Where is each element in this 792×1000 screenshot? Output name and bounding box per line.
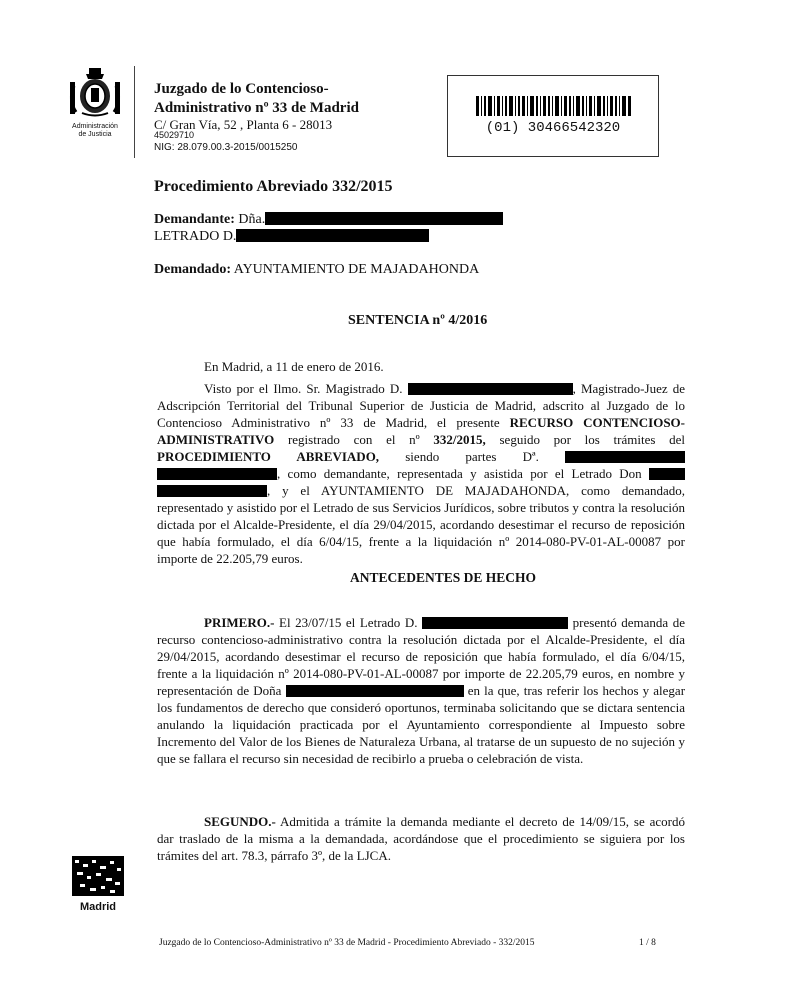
segundo-label: SEGUNDO.- — [204, 814, 276, 829]
court-name-line2: Administrativo nº 33 de Madrid — [154, 100, 359, 116]
madrid-logo-label: Madrid — [79, 901, 117, 913]
redacted-name — [408, 383, 573, 395]
primero-text-3: en la que, tras referir los hechos y alegar los fundamentos de derecho que consideró oportunos, terminaba solicitando que se dictara sentencia anulando la liquidación practicada por el Ayuntamiento correspondiente al Impuesto sobre Incremento del Valor de los Bienes de Naturaleza Urbana, al tratarse de un supuesto de no sujeción y que se fallara el recurso sin necesidad de recibirlo a prueba o celebración de vista. — [157, 683, 686, 766]
p1-bold-number: 332/2015, — [433, 432, 486, 447]
court-name — [154, 80, 454, 118]
p1-text-7: , y el AYUNTAMIENTO DE MAJADAHONDA, como demandado, representado y asistido por el Letrado de sus Servicios Jurídicos, sobre tributos y contra la resolución dictada por el Alcalde-Presidente, el día 29/04/2015, acordando desestimar el recurso de reposición que había formulado, el día 6/04/15, frente a la liquidación nº 2014-080-PV-01-AL-00087 por importe de 22.205,79 euros. — [157, 483, 685, 566]
page-number: 1 / 8 — [639, 938, 656, 948]
antecedentes-title: ANTECEDENTES DE HECHO — [350, 570, 537, 585]
madrid-logo-pattern-icon — [72, 856, 124, 896]
demandado-value: AYUNTAMIENTO DE MAJADAHONDA — [233, 262, 480, 277]
justice-coat-of-arms-logo — [62, 66, 128, 136]
p1-text-6: , como demandante, representada y asistida por el Letrado Don — [277, 466, 642, 481]
redacted-name — [286, 685, 464, 697]
demandante-label: Demandante: — [154, 212, 235, 227]
logo-caption-line2: de Justicia — [78, 131, 112, 138]
redacted-name — [422, 617, 568, 629]
redacted-name — [649, 468, 685, 480]
p1-bold-procedimiento: PROCEDIMIENTO ABREVIADO, — [157, 449, 380, 464]
p1-bold-recurso: RECURSO CONTENCIOSO-ADMINISTRATIVO — [157, 415, 685, 447]
demandado-label: Demandado: — [154, 262, 232, 277]
redacted-name — [157, 468, 277, 480]
madrid-logo — [72, 856, 124, 913]
letrado-label: LETRADO D. — [154, 229, 237, 244]
header-vertical-divider — [134, 66, 135, 158]
p1-text-2: , Magistrado-Juez de Adscripción Territorial del Tribunal Superior de Justicia de Madrid, adscrito al Juzgado de lo Contencioso Administrativo nº 33 de Madrid, el presente — [157, 381, 685, 430]
p1-text-1: Visto por el Ilmo. Sr. Magistrado D. — [204, 381, 403, 396]
p1-text-5: siendo partes Dª. — [405, 449, 539, 464]
court-nig: NIG: 28.079.00.3-2015/0015250 — [154, 142, 298, 153]
court-name-line1: Juzgado de lo Contencioso- — [154, 81, 329, 97]
primero-text-2: presentó demanda de recurso contencioso-administrativo contra la resolución dictada por el Alcalde-Presidente, el día 29/04/2015, acordando desestimar el recurso de reposición que había formulado, el día 6/04/15, frente a la liquidación nº 2014-080-PV-01-AL-00087 por importe de 22.205,79 euros, en nombre y representación de Doña — [157, 615, 686, 698]
paragraph-visto — [157, 380, 685, 567]
paragraph-segundo — [157, 813, 685, 864]
barcode-graphic — [476, 96, 631, 116]
redacted-name — [265, 212, 503, 225]
procedure-title: Procedimiento Abreviado 332/2015 — [154, 178, 393, 195]
redacted-name — [236, 229, 429, 242]
letrado-line — [154, 229, 429, 245]
barcode-box — [447, 75, 659, 157]
sentencia-title: SENTENCIA nº 4/2016 — [348, 313, 488, 328]
court-code: 45029710 — [154, 130, 195, 140]
primero-text-1: El 23/07/15 el Letrado D. — [279, 615, 418, 630]
p1-text-3: registrado con el nº — [287, 432, 420, 447]
redacted-name — [565, 451, 685, 463]
court-address: C/ Gran Vía, 52 , Planta 6 - 28013 — [154, 117, 333, 132]
primero-label: PRIMERO.- — [204, 615, 275, 630]
p1-text-4: seguido por los trámites del — [499, 432, 685, 447]
redacted-name — [157, 485, 267, 497]
demandante-prefix: Dña. — [238, 212, 266, 227]
logo-caption-line1: Administración — [72, 123, 118, 130]
paragraph-primero — [157, 614, 685, 767]
segundo-text: Admitida a trámite la demanda mediante el decreto de 14/09/15, se acordó dar traslado de la misma a la demandada, acordándose que el procedimiento se siguiera por los trámites del art. 78.3, párrafo 3º, de la LJCA. — [157, 814, 685, 863]
demandante-line — [154, 212, 503, 228]
date-line: En Madrid, a 11 de enero de 2016. — [204, 359, 384, 374]
demandado-line — [154, 262, 479, 278]
barcode-number: (01) 30466542320 — [485, 120, 621, 136]
page-footer: Juzgado de lo Contencioso-Administrativo nº 33 de Madrid - Procedimiento Abreviado - 332/2015 — [159, 938, 535, 948]
